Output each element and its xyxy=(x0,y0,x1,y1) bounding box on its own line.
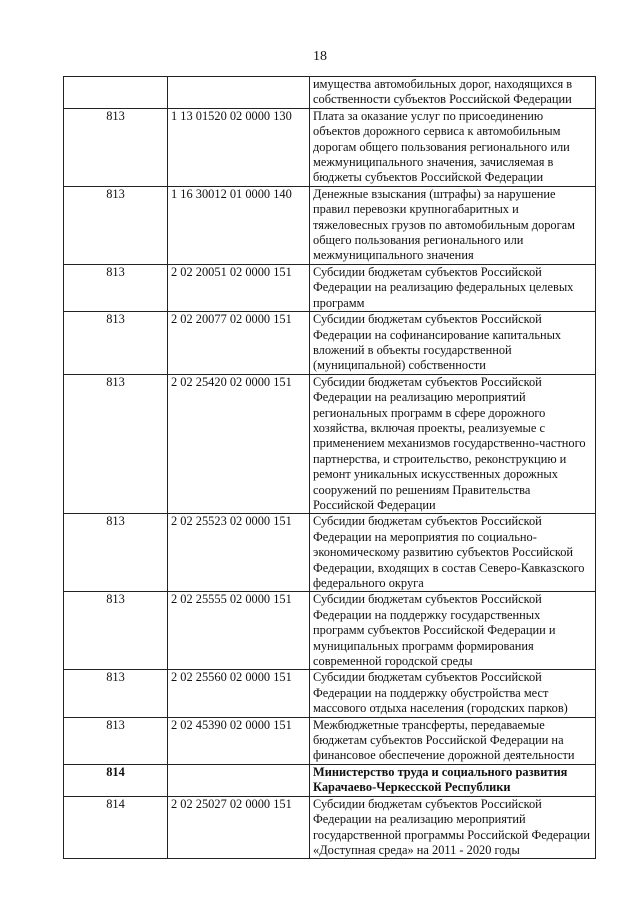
budget-classification-code-cell: 1 13 01520 02 0000 130 xyxy=(168,108,310,186)
revenue-name-cell: Субсидии бюджетам субъектов Российской Федерации на софинансирование капитальных вложений в объекты государственной (муниципальной) собственности xyxy=(310,312,596,375)
admin-code-cell xyxy=(64,77,168,109)
budget-classification-code-cell xyxy=(168,764,310,796)
budget-classification-code-cell: 2 02 25555 02 0000 151 xyxy=(168,592,310,670)
revenue-name-cell: Межбюджетные трансферты, передаваемые бюджетам субъектов Российской Федерации на финансовое обеспечение дорожной деятельности xyxy=(310,717,596,764)
revenue-name-cell: Субсидии бюджетам субъектов Российской Федерации на реализацию мероприятий региональных программ в сфере дорожного хозяйства, включая проекты, реализуемые с применением механизмов государственно-частного партнерства, и строительство, реконструкцию и ремонт уникальных искусственных дорожных сооружений по решениям Правительства Российской Федерации xyxy=(310,374,596,514)
admin-code-cell: 813 xyxy=(64,592,168,670)
revenue-name-cell: Субсидии бюджетам субъектов Российской Федерации на реализацию мероприятий государственной программы Российской Федерации «Доступная среда» на 2011 - 2020 годы xyxy=(310,796,596,859)
table-row xyxy=(64,312,596,375)
table-row xyxy=(64,764,596,796)
budget-revenue-table xyxy=(63,76,596,859)
budget-classification-code-cell: 2 02 25027 02 0000 151 xyxy=(168,796,310,859)
table-row xyxy=(64,592,596,670)
table-row xyxy=(64,796,596,859)
table-row xyxy=(64,514,596,592)
admin-code-cell: 814 xyxy=(64,764,168,796)
budget-classification-code-cell: 2 02 20051 02 0000 151 xyxy=(168,264,310,311)
admin-code-cell: 813 xyxy=(64,374,168,514)
revenue-name-cell: Субсидии бюджетам субъектов Российской Федерации на мероприятия по социально-экономическому развитию субъектов Российской Федерации, входящих в состав Северо-Кавказского федерального округа xyxy=(310,514,596,592)
table-row xyxy=(64,264,596,311)
table-row xyxy=(64,374,596,514)
page-number: 18 xyxy=(313,49,327,64)
revenue-name-cell: имущества автомобильных дорог, находящихся в собственности субъектов Российской Федерации xyxy=(310,77,596,109)
admin-code-cell: 814 xyxy=(64,796,168,859)
admin-code-cell: 813 xyxy=(64,514,168,592)
admin-code-cell: 813 xyxy=(64,312,168,375)
budget-classification-code-cell: 2 02 25560 02 0000 151 xyxy=(168,670,310,717)
table-row xyxy=(64,186,596,264)
table-row xyxy=(64,77,596,109)
table-row xyxy=(64,670,596,717)
budget-classification-code-cell xyxy=(168,77,310,109)
budget-classification-code-cell: 2 02 25523 02 0000 151 xyxy=(168,514,310,592)
admin-code-cell: 813 xyxy=(64,717,168,764)
revenue-name-cell: Денежные взыскания (штрафы) за нарушение правил перевозки крупногабаритных и тяжеловесных грузов по автомобильным дорогам общего пользования регионального или межмуниципального значения xyxy=(310,186,596,264)
budget-classification-code-cell: 2 02 45390 02 0000 151 xyxy=(168,717,310,764)
budget-classification-code-cell: 2 02 25420 02 0000 151 xyxy=(168,374,310,514)
table-body xyxy=(64,77,596,859)
revenue-name-cell: Министерство труда и социального развития Карачаево-Черкесской Республики xyxy=(310,764,596,796)
revenue-name-cell: Плата за оказание услуг по присоединению объектов дорожного сервиса к автомобильным дорогам общего пользования регионального или межмуниципального значения, зачисляемая в бюджеты субъектов Российской Федерации xyxy=(310,108,596,186)
admin-code-cell: 813 xyxy=(64,264,168,311)
table-row xyxy=(64,108,596,186)
admin-code-cell: 813 xyxy=(64,670,168,717)
budget-classification-code-cell: 2 02 20077 02 0000 151 xyxy=(168,312,310,375)
admin-code-cell: 813 xyxy=(64,186,168,264)
budget-classification-code-cell: 1 16 30012 01 0000 140 xyxy=(168,186,310,264)
revenue-name-cell: Субсидии бюджетам субъектов Российской Федерации на поддержку государственных программ субъектов Российской Федерации и муниципальных программ формирования современной городской среды xyxy=(310,592,596,670)
table-row xyxy=(64,717,596,764)
admin-code-cell: 813 xyxy=(64,108,168,186)
revenue-name-cell: Субсидии бюджетам субъектов Российской Федерации на поддержку обустройства мест массового отдыха населения (городских парков) xyxy=(310,670,596,717)
revenue-name-cell: Субсидии бюджетам субъектов Российской Федерации на реализацию федеральных целевых программ xyxy=(310,264,596,311)
